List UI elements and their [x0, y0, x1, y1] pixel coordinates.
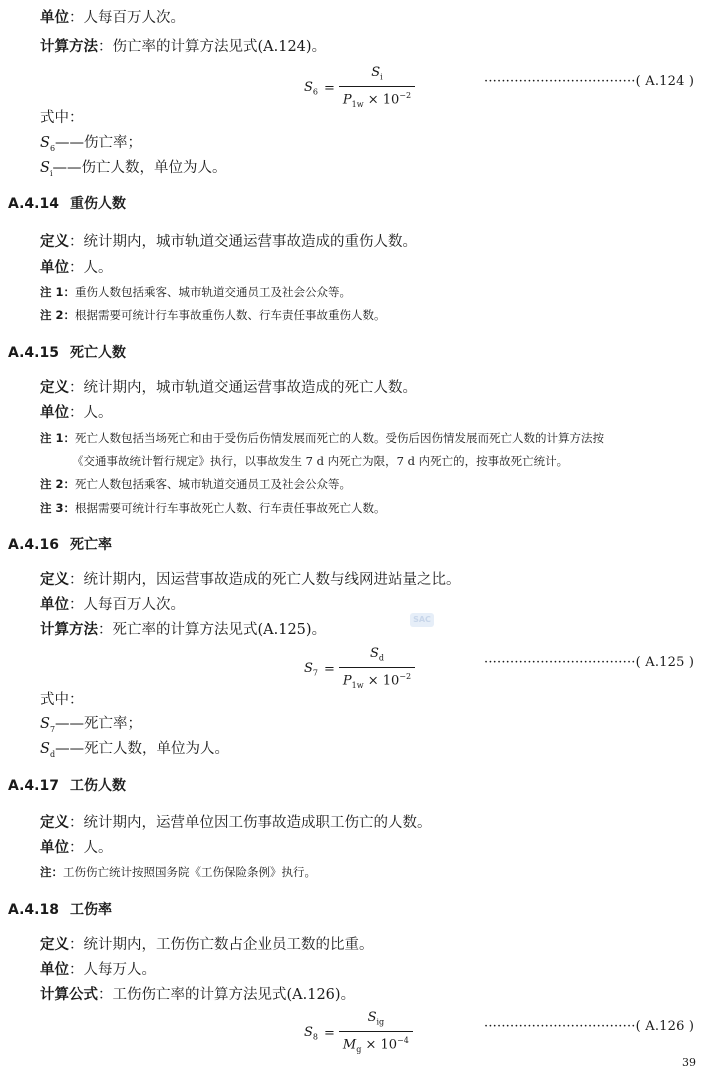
definition-line: 定义：统计期内，因运营事故造成的死亡人数与线网进站量之比。 — [40, 572, 461, 588]
note-continuation: 《交通事故统计暂行规定》执行，以事故发生 7 d 内死亡为限，7 d 内死亡的，按事故死亡统计。 — [72, 454, 569, 468]
equation-number: ···································( A.126 ) — [484, 1019, 695, 1034]
formula-a125: $S_7$ = $\frac{S_d}{P_{1w} \times 10^{-2}}$ — [304, 645, 415, 694]
note: 注 1：死亡人数包括当场死亡和由于受伤后伤情发展而死亡的人数。受伤后因伤情发展而死亡人数的计算方法按 — [40, 431, 605, 445]
note: 注 2：根据需要可统计行车事故重伤人数、行车责任事故重伤人数。 — [40, 308, 386, 322]
section-heading: A.4.14 重伤人数 — [8, 196, 126, 212]
method-line: 计算公式：工伤伤亡率的计算方法见式(A.126)。 — [40, 987, 356, 1003]
method-line: 计算方法：死亡率的计算方法见式(A.125)。 — [40, 622, 327, 638]
variable-def: $S_d——$死亡人数，单位为人。 — [40, 741, 230, 759]
definition-line: 定义：统计期内，城市轨道交通运营事故造成的死亡人数。 — [40, 380, 417, 396]
section-heading: A.4.17 工伤人数 — [8, 778, 126, 794]
sac-watermark-logo: SAC — [410, 613, 434, 627]
variable-def: $S_i——$伤亡人数，单位为人。 — [40, 160, 227, 178]
note: 注：工伤伤亡统计按照国务院《工伤保险条例》执行。 — [40, 865, 316, 879]
formula-a124: $S_6$ = $\frac{S_i}{P_{1w} \times 10^{-2}}$ — [304, 64, 415, 113]
equation-number: ···································( A.125 ) — [484, 655, 695, 670]
section-heading: A.4.16 死亡率 — [8, 537, 112, 553]
unit-line: 单位：人每百万人次。 — [40, 597, 185, 613]
unit-line: 单位：人每百万人次。 — [40, 10, 185, 26]
definition-line: 定义：统计期内，运营单位因工伤事故造成职工伤亡的人数。 — [40, 815, 432, 831]
section-heading: A.4.15 死亡人数 — [8, 345, 126, 361]
variable-def: $S_6——$伤亡率； — [40, 135, 143, 153]
unit-line: 单位：人。 — [40, 840, 113, 856]
note: 注 2：死亡人数包括乘客、城市轨道交通员工及社会公众等。 — [40, 477, 352, 491]
definition-line: 定义：统计期内，工伤伤亡数占企业员工数的比重。 — [40, 937, 374, 953]
formula-a126: $S_8$ = $\frac{S_{ig}}{M_g \times 10^{-4}}$ — [304, 1009, 413, 1058]
where-label: 式中： — [40, 692, 84, 708]
note: 注 1：重伤人数包括乘客、城市轨道交通员工及社会公众等。 — [40, 285, 352, 299]
equation-number: ···································( A.124 ) — [484, 74, 695, 89]
section-heading: A.4.18 工伤率 — [8, 902, 112, 918]
page-number: 39 — [682, 1056, 696, 1069]
unit-line: 单位：人。 — [40, 405, 113, 421]
definition-line: 定义：统计期内，城市轨道交通运营事故造成的重伤人数。 — [40, 234, 417, 250]
unit-line: 单位：人。 — [40, 260, 113, 276]
note: 注 3：根据需要可统计行车事故死亡人数、行车责任事故死亡人数。 — [40, 501, 386, 515]
variable-def: $S_7——$死亡率； — [40, 716, 143, 734]
method-line: 计算方法：伤亡率的计算方法见式(A.124)。 — [40, 39, 327, 55]
where-label: 式中： — [40, 110, 84, 126]
unit-line: 单位：人每万人。 — [40, 962, 156, 978]
